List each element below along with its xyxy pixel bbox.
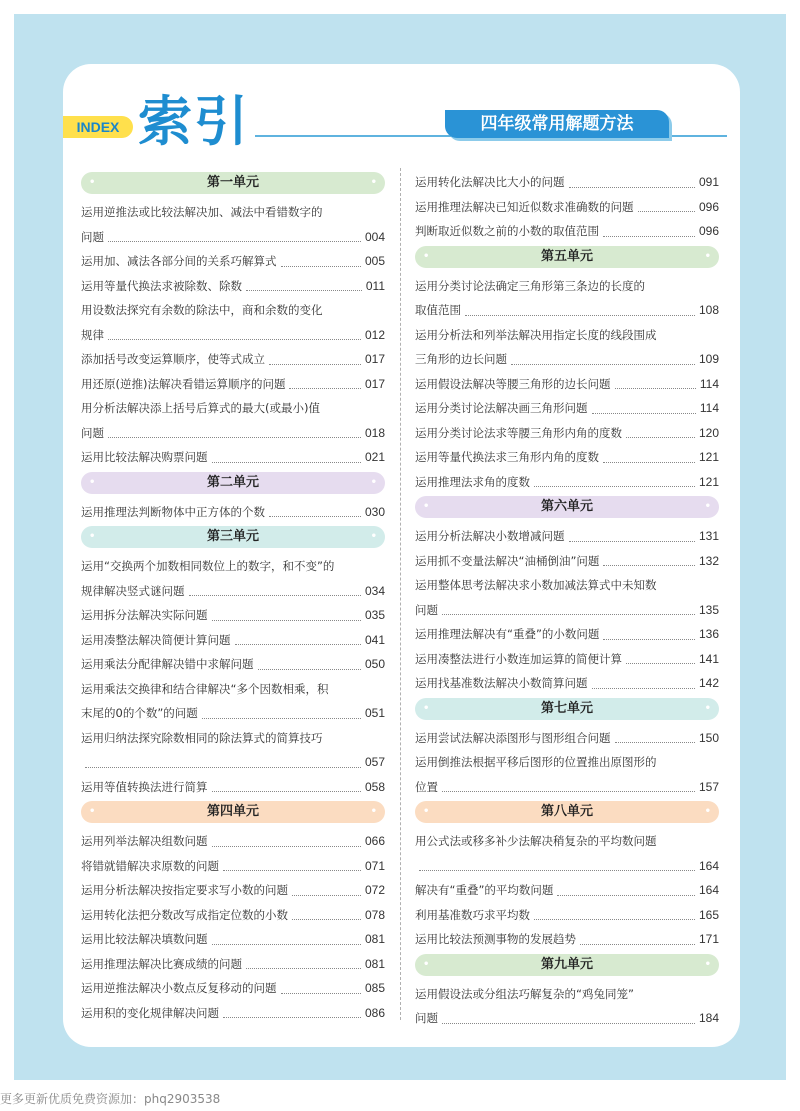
index-entry[interactable] — [415, 829, 719, 878]
page-number: 091 — [698, 175, 719, 189]
entry-text: 利用基准数巧求平均数 — [415, 907, 530, 922]
page-number: 072 — [364, 883, 385, 897]
page-number: 071 — [364, 858, 385, 873]
footer-note: 更多更新优质免费资源加：phq2903538 — [0, 1092, 221, 1106]
dot-leader — [569, 541, 695, 542]
entry-text: 运用分析法和列举法解决用指定长度的线段围成 — [415, 327, 657, 342]
index-entry[interactable] — [81, 976, 385, 1001]
dot-leader — [465, 315, 695, 316]
dot-leader — [626, 663, 695, 664]
entry-text: 将错就错解决求原数的问题 — [81, 858, 219, 873]
entry-text: 运用拆分法解决实际问题 — [81, 608, 208, 622]
dot-leader — [292, 919, 361, 920]
index-entry[interactable] — [415, 372, 719, 397]
index-entry[interactable] — [81, 927, 385, 952]
page-number: 142 — [698, 676, 719, 690]
dot-leader — [108, 437, 361, 438]
dot-leader — [603, 462, 695, 463]
dot-leader — [258, 669, 361, 670]
page-number: 005 — [364, 254, 385, 268]
entry-text: 运用转化法解决比大小的问题 — [415, 175, 565, 189]
page-number: 086 — [364, 1005, 385, 1020]
dot-leader — [603, 639, 695, 640]
dot-leader — [108, 241, 361, 242]
entry-text: 运用推理法求角的度数 — [415, 474, 530, 489]
entry-text: 三角形的边长问题 — [415, 352, 507, 366]
index-entry[interactable] — [415, 195, 719, 220]
entry-text: 运用推理法解决已知近似数求准确数的问题 — [415, 199, 634, 214]
entry-text: 运用等值转换法进行简算 — [81, 779, 208, 794]
index-entry[interactable] — [415, 549, 719, 574]
column-divider — [400, 168, 401, 1020]
page-number: 131 — [698, 529, 719, 543]
index-tag: INDEX — [63, 116, 133, 138]
entry-text: 判断取近似数之前的小数的取值范围 — [415, 224, 599, 238]
entry-text: 运用分类讨论法求等腰三角形内角的度数 — [415, 425, 622, 440]
unit-heading: • 第九单元 • — [415, 954, 719, 976]
page-number: 184 — [698, 1011, 719, 1025]
page-number: 021 — [364, 450, 385, 464]
index-entry[interactable] — [415, 219, 719, 244]
entry-text: 运用尝试法解决添图形与图形组合问题 — [415, 730, 611, 745]
dot-leader — [442, 791, 695, 792]
page-number: 141 — [698, 651, 719, 666]
dot-leader — [246, 968, 361, 969]
index-entry[interactable] — [415, 274, 719, 323]
entry-text: 运用列举法解决组数问题 — [81, 834, 208, 848]
dot-leader — [592, 688, 695, 689]
index-header — [63, 90, 740, 160]
left-column — [81, 170, 385, 1025]
index-entry[interactable] — [81, 347, 385, 372]
entry-text: 末尾的0的个数”的问题 — [81, 706, 198, 720]
dot-leader — [212, 944, 361, 945]
entry-text: 运用分析法解决小数增减问题 — [415, 529, 565, 543]
dot-leader — [419, 870, 695, 871]
index-entry[interactable] — [81, 500, 385, 525]
page-number: 050 — [364, 657, 385, 671]
entry-text: 问题 — [415, 602, 438, 617]
page-number: 085 — [364, 981, 385, 995]
entry-text: 用分析法解决添上括号后算式的最大(或最小)值 — [81, 401, 320, 415]
unit-heading: • 第四单元 • — [81, 801, 385, 823]
page-number: 035 — [364, 608, 385, 622]
dot-leader — [212, 791, 361, 792]
dot-leader — [292, 895, 361, 896]
index-entry[interactable] — [415, 903, 719, 928]
index-entry[interactable] — [81, 652, 385, 677]
page-number: 018 — [364, 425, 385, 440]
page-number: 157 — [698, 779, 719, 794]
index-entry[interactable] — [415, 170, 719, 195]
entry-text: 运用转化法把分数改写成指定位数的小数 — [81, 907, 288, 922]
dot-leader — [108, 339, 361, 340]
index-entry[interactable] — [81, 372, 385, 397]
index-entry[interactable] — [415, 647, 719, 672]
unit-heading: • 第五单元 • — [415, 246, 719, 268]
index-entry[interactable] — [81, 249, 385, 274]
index-entry[interactable] — [81, 628, 385, 653]
index-entry[interactable] — [415, 470, 719, 495]
unit-heading: • 第二单元 • — [81, 472, 385, 494]
entry-text: 解决有“重叠”的平均数问题 — [415, 883, 554, 897]
page-number: 057 — [364, 755, 385, 769]
entry-text: 运用抓不变量法解决“油桶倒油”问题 — [415, 553, 600, 568]
entry-text: 用还原(逆推)法解决看错运算顺序的问题 — [81, 376, 286, 391]
page-number: 165 — [698, 907, 719, 922]
index-entry[interactable] — [415, 421, 719, 446]
page-number: 121 — [698, 450, 719, 464]
dot-leader — [615, 388, 696, 389]
page-number: 109 — [698, 352, 719, 366]
index-entry[interactable] — [415, 445, 719, 470]
page-number: 051 — [364, 706, 385, 720]
index-entry[interactable] — [81, 854, 385, 879]
dot-leader — [212, 620, 361, 621]
page-number: 081 — [364, 932, 385, 946]
page-number: 121 — [698, 474, 719, 489]
index-entry[interactable] — [81, 775, 385, 800]
entry-text: 运用比较法预测事物的发展趋势 — [415, 932, 576, 946]
page-number: 171 — [698, 932, 719, 946]
index-entry[interactable] — [415, 671, 719, 696]
index-entry[interactable] — [415, 524, 719, 549]
entry-text: 运用“交换两个加数相同数位上的数字，和不变”的 — [81, 559, 335, 573]
entry-text: 运用乘法分配律解决错中求解问题 — [81, 657, 254, 671]
entry-text: 用公式法或移多补少法解决稍复杂的平均数问题 — [415, 834, 657, 848]
entry-text: 运用凑整法解决简便计算问题 — [81, 632, 231, 647]
entry-text: 问题 — [415, 1011, 438, 1025]
index-entry[interactable] — [415, 622, 719, 647]
dot-leader — [534, 919, 695, 920]
entry-text: 运用逆推法解决小数点反复移动的问题 — [81, 981, 277, 995]
index-entry[interactable] — [81, 726, 385, 775]
entry-text: 规律解决竖式谜问题 — [81, 583, 185, 598]
entry-text: 运用积的变化规律解决问题 — [81, 1005, 219, 1020]
page-number: 078 — [364, 907, 385, 922]
entry-text: 运用分类讨论法解决画三角形问题 — [415, 401, 588, 415]
index-entry[interactable] — [415, 323, 719, 372]
page-number: 114 — [699, 401, 719, 415]
dot-leader — [85, 767, 361, 768]
dot-leader — [603, 565, 695, 566]
page-number: 004 — [364, 229, 385, 244]
unit-heading: • 第八单元 • — [415, 801, 719, 823]
entry-text: 运用等量代换法求被除数、除数 — [81, 278, 242, 293]
unit-heading: • 第六单元 • — [415, 496, 719, 518]
page-number: 108 — [698, 303, 719, 317]
dot-leader — [638, 211, 695, 212]
entry-text: 运用逆推法或比较法解决加、减法中看错数字的 — [81, 205, 323, 219]
entry-text: 规律 — [81, 327, 104, 342]
index-entry[interactable] — [81, 445, 385, 470]
index-entry[interactable] — [81, 603, 385, 628]
page-number: 150 — [698, 730, 719, 745]
index-entry[interactable] — [415, 927, 719, 952]
entry-text: 运用倒推法根据平移后图形的位置推出原图形的 — [415, 755, 657, 769]
page-number: 011 — [365, 278, 385, 293]
page-number: 096 — [698, 224, 719, 238]
dot-leader — [235, 644, 361, 645]
index-entry[interactable] — [81, 298, 385, 347]
page-number: 096 — [698, 199, 719, 214]
dot-leader — [189, 595, 361, 596]
index-entry[interactable] — [415, 750, 719, 799]
entry-text: 问题 — [81, 425, 104, 440]
index-entry[interactable] — [81, 274, 385, 299]
index-entry[interactable] — [81, 1001, 385, 1026]
page-number: 164 — [698, 883, 719, 897]
page-subtitle: 四年级常用解题方法 — [445, 110, 669, 138]
entry-text: 运用归纳法探究除数相同的除法算式的简算技巧 — [81, 730, 323, 745]
index-entry[interactable] — [81, 200, 385, 249]
page-number: 120 — [698, 425, 719, 440]
unit-heading: • 第一单元 • — [81, 172, 385, 194]
page-number: 135 — [698, 602, 719, 617]
dot-leader — [626, 437, 695, 438]
dot-leader — [202, 718, 361, 719]
entry-text: 运用整体思考法解决求小数加减法算式中未知数 — [415, 578, 657, 592]
entry-text: 运用推理法判断物体中正方体的个数 — [81, 504, 265, 519]
entry-text: 运用乘法交换律和结合律解决“多个因数相乘，积 — [81, 681, 329, 696]
page-number: 066 — [364, 834, 385, 848]
dot-leader — [442, 1023, 695, 1024]
dot-leader — [281, 266, 361, 267]
page-number: 041 — [364, 632, 385, 647]
page-number: 030 — [364, 504, 385, 519]
page-number: 164 — [698, 858, 719, 873]
dot-leader — [223, 870, 361, 871]
entry-text: 运用凑整法进行小数连加运算的简便计算 — [415, 651, 622, 666]
entry-text: 运用比较法解决购票问题 — [81, 450, 208, 464]
page-number: 081 — [364, 956, 385, 971]
page-title: 索引 — [138, 90, 250, 153]
dot-leader — [534, 486, 695, 487]
entry-text: 问题 — [81, 229, 104, 244]
page-number: 132 — [698, 553, 719, 568]
dot-leader — [269, 516, 361, 517]
dot-leader — [442, 614, 695, 615]
entry-text: 添加括号改变运算顺序，使等式成立 — [81, 352, 265, 366]
entry-text: 运用推理法解决有“重叠”的小数问题 — [415, 627, 600, 641]
page-number: 136 — [698, 627, 719, 641]
page-number: 012 — [364, 327, 385, 342]
dot-leader — [603, 236, 695, 237]
entry-text: 运用等量代换法求三角形内角的度数 — [415, 450, 599, 464]
entry-text: 运用推理法解决比赛成绩的问题 — [81, 956, 242, 971]
index-entry[interactable] — [415, 396, 719, 421]
entry-text: 运用分析法解决按指定要求写小数的问题 — [81, 883, 288, 897]
index-entry[interactable] — [415, 982, 719, 1031]
dot-leader — [557, 895, 695, 896]
dot-leader — [289, 388, 360, 389]
entry-text: 运用分类讨论法确定三角形第三条边的长度的 — [415, 278, 645, 293]
dot-leader — [615, 742, 695, 743]
dot-leader — [569, 187, 695, 188]
entry-text: 取值范围 — [415, 303, 461, 317]
page-number: 017 — [364, 376, 385, 391]
dot-leader — [246, 290, 362, 291]
unit-heading: • 第七单元 • — [415, 698, 719, 720]
index-entry[interactable] — [81, 677, 385, 726]
entry-text: 运用加、减法各部分间的关系巧解算式 — [81, 254, 277, 268]
entry-text: 运用比较法解决填数问题 — [81, 932, 208, 946]
index-entry[interactable] — [81, 878, 385, 903]
dot-leader — [511, 364, 695, 365]
index-entry[interactable] — [81, 396, 385, 445]
entry-text: 运用假设法或分组法巧解复杂的“鸡兔同笼” — [415, 986, 634, 1001]
dot-leader — [212, 462, 361, 463]
dot-leader — [223, 1017, 361, 1018]
dot-leader — [580, 944, 695, 945]
page-number: 114 — [699, 376, 719, 391]
index-entry[interactable] — [415, 726, 719, 751]
page-number: 058 — [364, 779, 385, 794]
page-number: 017 — [364, 352, 385, 366]
entry-text: 位置 — [415, 779, 438, 794]
entry-text: 运用假设法解决等腰三角形的边长问题 — [415, 376, 611, 391]
right-column — [415, 170, 719, 1031]
entry-text: 运用找基准数法解决小数简算问题 — [415, 676, 588, 690]
entry-text: 用设数法探究有余数的除法中，商和余数的变化 — [81, 303, 323, 317]
index-entry[interactable] — [81, 554, 385, 603]
index-entry[interactable] — [415, 573, 719, 622]
index-entry[interactable] — [81, 903, 385, 928]
index-entry[interactable] — [415, 878, 719, 903]
index-entry[interactable] — [81, 952, 385, 977]
unit-heading: • 第三单元 • — [81, 526, 385, 548]
dot-leader — [281, 993, 361, 994]
dot-leader — [212, 846, 361, 847]
dot-leader — [269, 364, 361, 365]
index-entry[interactable] — [81, 829, 385, 854]
page-number: 034 — [364, 583, 385, 598]
dot-leader — [592, 413, 696, 414]
